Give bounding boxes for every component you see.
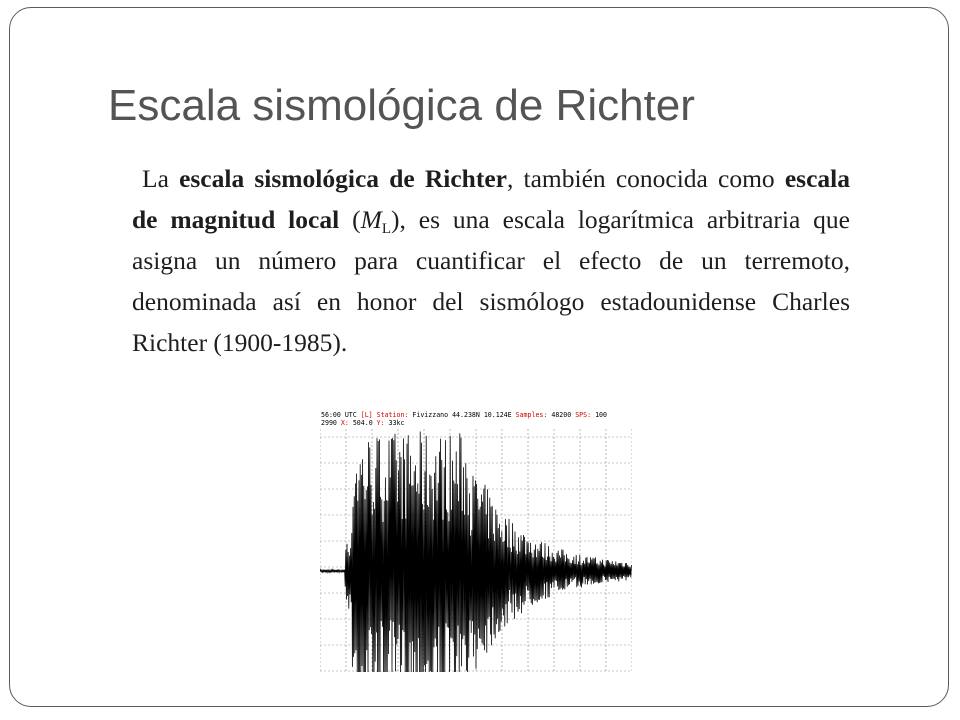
magnitude-symbol-subscript: L <box>381 221 391 237</box>
magnitude-symbol: M <box>360 205 382 234</box>
body-paragraph <box>132 158 850 363</box>
header-station-value: Fivizzano 44.238N 10.124E <box>412 411 512 419</box>
seismogram-image <box>320 409 632 672</box>
seismogram-header-line-1 <box>321 411 607 419</box>
header-sps-value: 100 <box>595 411 607 419</box>
paren-close: ) <box>391 205 400 234</box>
term-richter-scale: escala sismológica de Richter <box>179 164 507 193</box>
header-time: 56:00 UTC <box>321 411 357 419</box>
paragraph-rest: , es una escala logarítmica arbitraria que asigna un número para cuantificar el efecto de un terremoto, denominada así en honor del sismólogo estadounidense Charles Richter (1900-1985). <box>132 205 851 357</box>
paren-open: ( <box>339 205 361 234</box>
header-samples-value: 48200 <box>551 411 572 419</box>
header-station-label: Station: <box>376 411 409 419</box>
seismogram-header-line-2 <box>321 419 405 427</box>
header-sps-label: SPS: <box>575 411 592 419</box>
term-local-magnitude: escala de magnitud local <box>132 164 850 234</box>
paragraph-after-term: , también conocida como <box>506 164 785 193</box>
header-y-label: Y: <box>376 419 385 427</box>
header-y-value: 33kc <box>388 419 405 427</box>
header-samples-label: Samples: <box>515 411 548 419</box>
slide-title: Escala sismológica de Richter <box>108 81 695 130</box>
header-x-value: 504.0 <box>352 419 373 427</box>
paragraph-intro: La <box>142 164 180 193</box>
header-channel: [L] <box>360 411 373 419</box>
header-x-label: X: <box>340 419 349 427</box>
header-left-value: 2990 <box>321 419 337 427</box>
